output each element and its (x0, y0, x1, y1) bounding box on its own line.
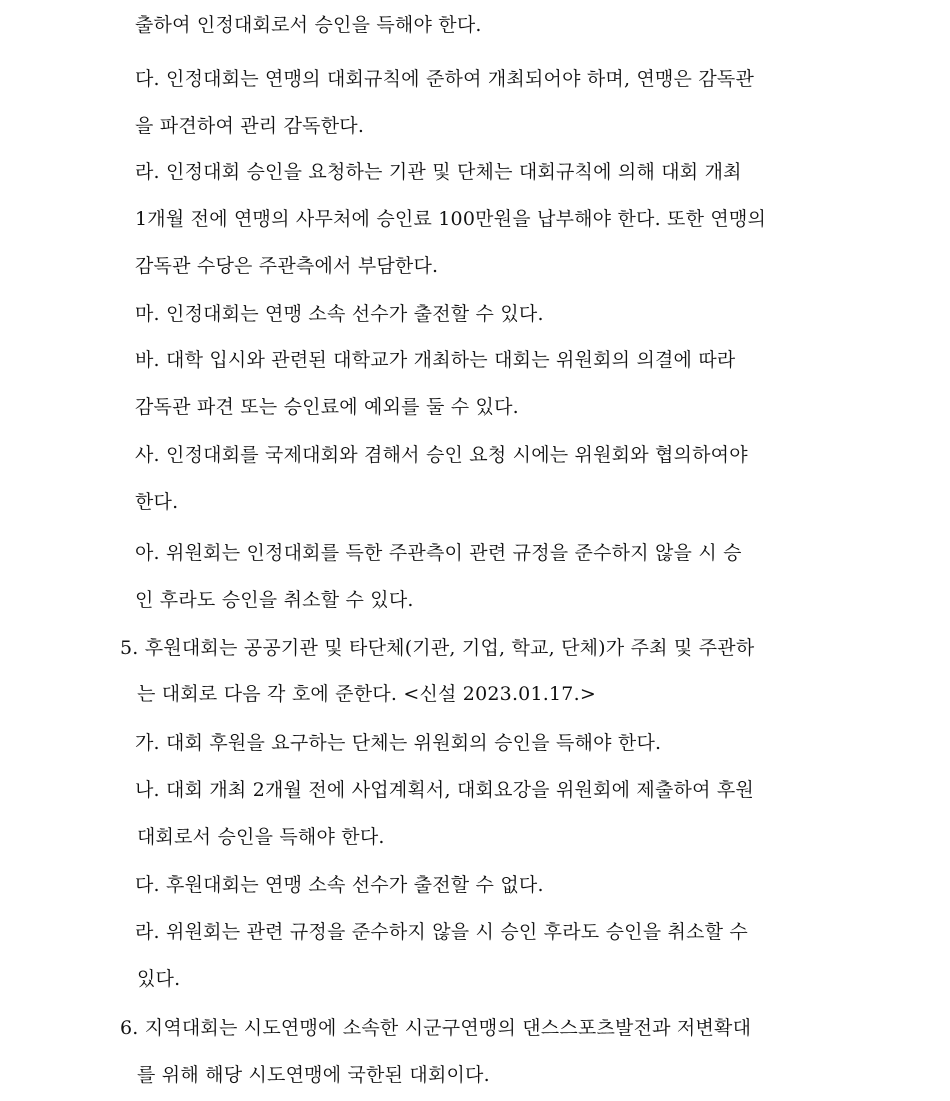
text-line: 다. 후원대회는 연맹 소속 선수가 출전할 수 없다. (135, 874, 544, 896)
text-line: 있다. (137, 968, 181, 990)
text-line: 마. 인정대회는 연맹 소속 선수가 출전할 수 있다. (135, 303, 544, 325)
text-line: 는 대회로 다음 각 호에 준한다. <신설 2023.01.17.> (137, 683, 596, 705)
text-line: 라. 인정대회 승인을 요청하는 기관 및 단체는 대회규칙에 의해 대회 개최 (135, 161, 742, 183)
text-line: 감독관 수당은 주관측에서 부담한다. (135, 255, 439, 277)
text-line: 감독관 파견 또는 승인료에 예외를 둘 수 있다. (135, 396, 519, 418)
text-line: 다. 인정대회는 연맹의 대회규칙에 준하여 개최되어야 하며, 연맹은 감독관 (135, 68, 755, 90)
text-line: 아. 위원회는 인정대회를 득한 주관측이 관련 규정을 준수하지 않을 시 승 (135, 542, 742, 564)
text-line: 한다. (135, 491, 179, 513)
text-line: 가. 대회 후원을 요구하는 단체는 위원회의 승인을 득해야 한다. (135, 732, 662, 754)
text-line: 를 위해 해당 시도연맹에 국한된 대회이다. (137, 1064, 490, 1086)
text-line: 5. 후원대회는 공공기관 및 타단체(기관, 기업, 학교, 단체)가 주최 및 주관하 (120, 637, 755, 659)
text-line: 을 파견하여 관리 감독한다. (135, 115, 365, 137)
text-line: 사. 인정대회를 국제대회와 겸해서 승인 요청 시에는 위원회와 협의하여야 (135, 444, 748, 466)
text-line: 1개월 전에 연맹의 사무처에 승인료 100만원을 납부해야 한다. 또한 연맹의 (135, 208, 767, 230)
text-line: 라. 위원회는 관련 규정을 준수하지 않을 시 승인 후라도 승인을 취소할 수 (135, 921, 748, 943)
text-line: 바. 대학 입시와 관련된 대학교가 개최하는 대회는 위원회의 의결에 따라 (135, 349, 736, 371)
text-line: 나. 대회 개최 2개월 전에 사업계획서, 대회요강을 위원회에 제출하여 후원 (135, 779, 754, 801)
text-line: 인 후라도 승인을 취소할 수 있다. (135, 589, 414, 611)
text-line: 대회로서 승인을 득해야 한다. (137, 826, 385, 848)
text-line: 출하여 인정대회로서 승인을 득해야 한다. (135, 14, 482, 36)
text-line: 6. 지역대회는 시도연맹에 소속한 시군구연맹의 댄스스포츠발전과 저변확대 (120, 1017, 752, 1039)
